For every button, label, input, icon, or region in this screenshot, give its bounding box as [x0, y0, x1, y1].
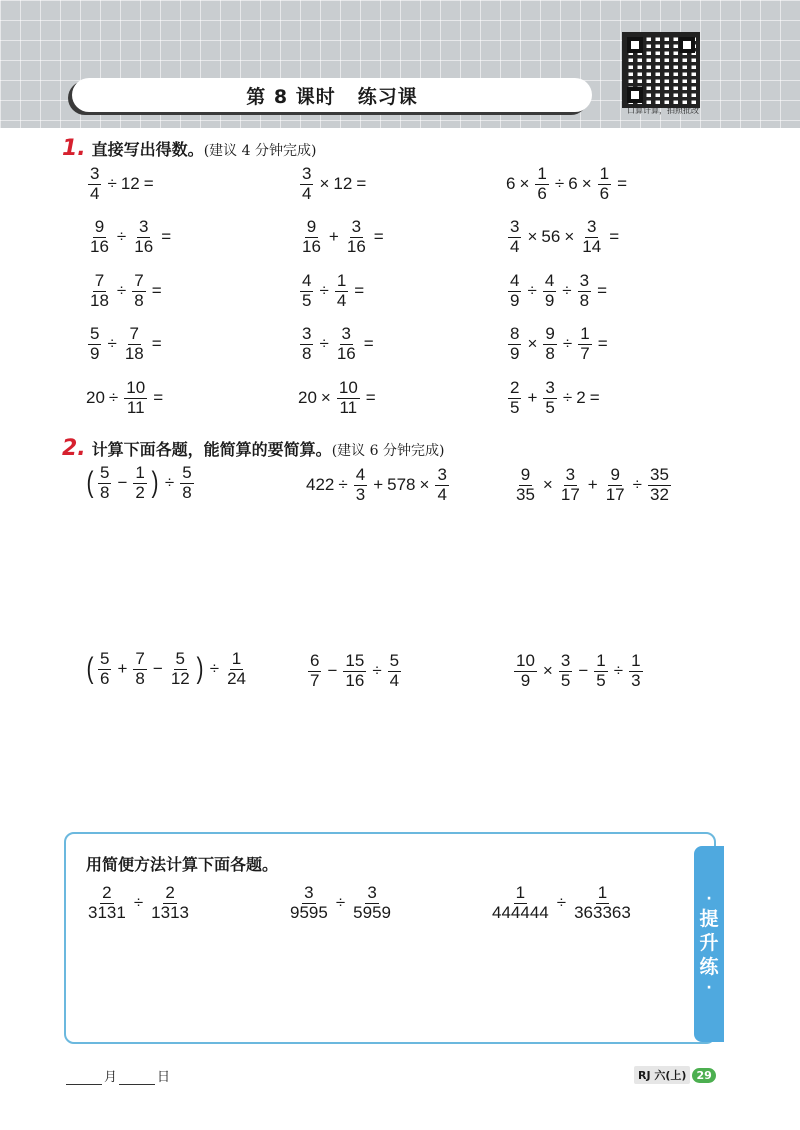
problem-1-7: $\frac{7}{18}$ ÷ $\frac{7}{8}$ = — [90, 271, 162, 310]
problem-1-14: 20 × $\frac{10}{11}$ = — [298, 378, 376, 417]
improve-title: 用简便方法计算下面各题。 — [86, 855, 279, 874]
problem-1-6: $\frac{3}{4}$ × 56 × $\frac{3}{14}$ = — [510, 217, 620, 256]
problem-2-5: $\frac{6}{7}$ − $\frac{15}{16}$ ÷ $\frac{5}{4}$ — [310, 651, 400, 690]
improve-problem-2: $\frac{3}{9595}$ ÷ $\frac{3}{5959}$ — [290, 883, 391, 922]
improve-problem-1: $\frac{2}{3131}$ ÷ $\frac{2}{1313}$ — [88, 883, 189, 922]
section-1-heading: 1. 直接写出得数。 (建议 4 分钟完成) — [62, 136, 317, 161]
date-field: 月 日 — [64, 1066, 170, 1085]
problem-1-3: 6 × $\frac{1}{6}$ ÷ 6 × $\frac{1}{6}$ = — [506, 164, 628, 203]
problem-1-1: $\frac{3}{4}$ ÷ 12 = — [90, 164, 154, 203]
lesson-number: 第 8 课时 — [246, 85, 336, 108]
problem-1-12: $\frac{8}{9}$ × $\frac{9}{8}$ ÷ $\frac{1}{7}$ = — [510, 324, 608, 363]
problem-1-4: $\frac{9}{16}$ ÷ $\frac{3}{16}$ = — [90, 217, 172, 256]
section-2-heading: 2. 计算下面各题，能简算的要简算。 (建议 6 分钟完成) — [62, 436, 445, 461]
problem-1-5: $\frac{9}{16}$ + $\frac{3}{16}$ = — [302, 217, 384, 256]
improve-tab: · 提 升 练 · — [694, 846, 724, 1042]
problem-2-1: ( $\frac{5}{8}$ − $\frac{1}{2}$ ) ÷ $\frac{5}{8}$ — [86, 463, 192, 502]
page-number: 29 — [692, 1068, 715, 1083]
problem-1-13: 20 ÷ $\frac{10}{11}$ = — [86, 378, 164, 417]
qr-caption: 口算计算，拍照批改 — [627, 106, 699, 115]
problem-1-11: $\frac{3}{8}$ ÷ $\frac{3}{16}$ = — [302, 324, 374, 363]
lesson-name: 练习课 — [357, 85, 418, 108]
qr-code-icon[interactable] — [622, 32, 700, 108]
problem-2-4: ( $\frac{5}{6}$ + $\frac{7}{8}$ − $\frac{5}{12}$ ) ÷ $\frac{1}{24}$ — [86, 649, 246, 688]
page-title — [72, 78, 592, 112]
problem-1-2: $\frac{3}{4}$ × 12 = — [302, 164, 367, 203]
problem-2-2: 422 ÷ $\frac{4}{3}$ + 578 × $\frac{3}{4}$ — [306, 465, 447, 504]
page-footer — [634, 1066, 716, 1084]
day-blank[interactable] — [119, 1070, 155, 1085]
problem-1-8: $\frac{4}{5}$ ÷ $\frac{1}{4}$ = — [302, 271, 365, 310]
improve-problem-3: $\frac{1}{444444}$ ÷ $\frac{1}{363363}$ — [492, 883, 631, 922]
problem-1-15: $\frac{2}{5}$ + $\frac{3}{5}$ ÷ 2 = — [510, 378, 600, 417]
month-blank[interactable] — [66, 1070, 102, 1085]
problem-1-10: $\frac{5}{9}$ ÷ $\frac{7}{18}$ = — [90, 324, 162, 363]
problem-1-9: $\frac{4}{9}$ ÷ $\frac{4}{9}$ ÷ $\frac{3}{8}$ = — [510, 271, 608, 310]
edition-tag: RJ 六(上) — [634, 1066, 690, 1084]
problem-2-3: $\frac{9}{35}$ × $\frac{3}{17}$ + $\frac{9}{17}$ ÷ $\frac{35}{32}$ — [516, 465, 669, 504]
problem-2-6: $\frac{10}{9}$ × $\frac{3}{5}$ − $\frac{1}{5}$ ÷ $\frac{1}{3}$ — [516, 651, 641, 690]
